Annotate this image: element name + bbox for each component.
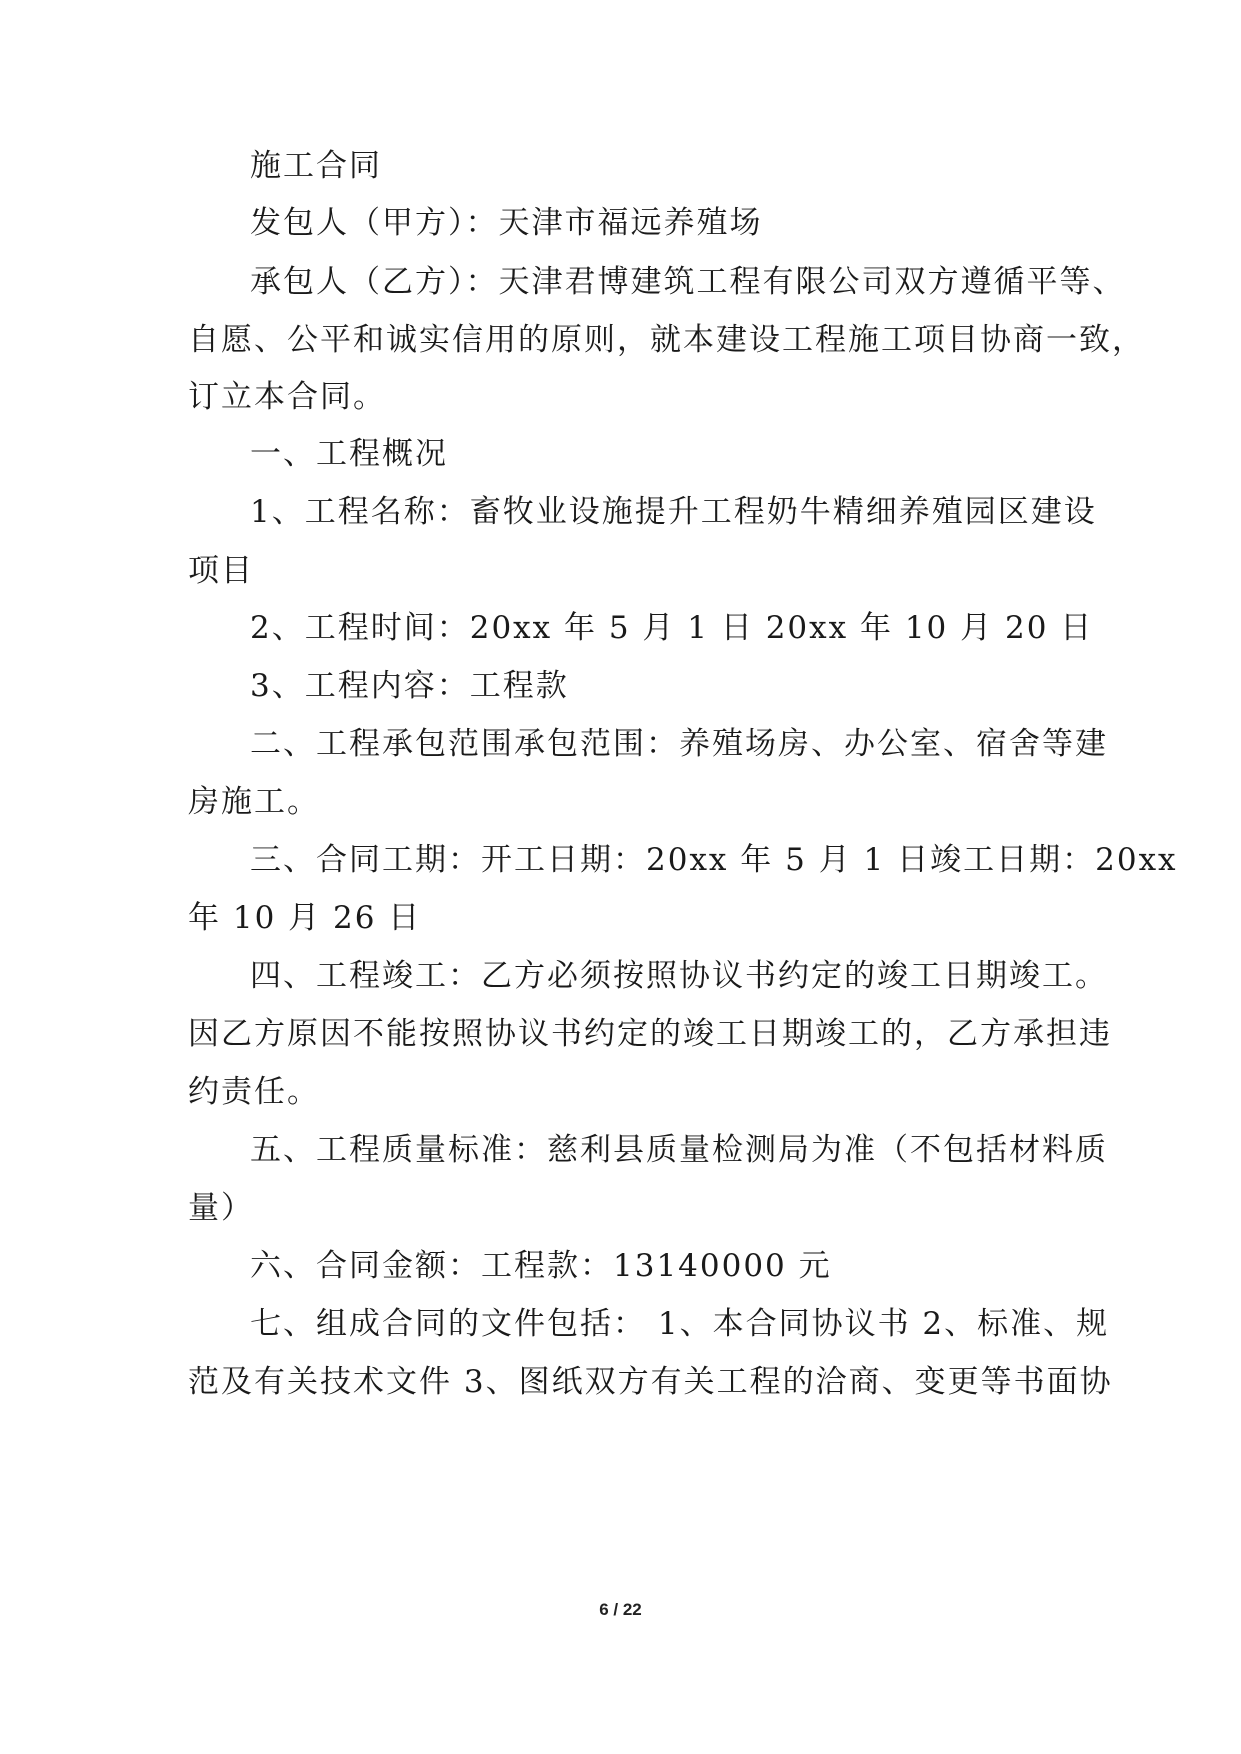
section-heading-5: 五、工程质量标准：慈利县质量检测局为准（不包括材料质 xyxy=(250,1132,1108,1168)
paragraph-line: 年 10 月 26 日 xyxy=(188,900,422,936)
section-heading-4: 四、工程竣工：乙方必须按照协议书约定的竣工日期竣工。 xyxy=(250,958,1108,994)
section-heading-2: 二、工程承包范围承包范围：养殖场房、办公室、宿舍等建 xyxy=(250,726,1108,762)
section-heading-6: 六、合同金额：工程款：13140000 元 xyxy=(250,1248,832,1284)
paragraph-line: 房施工。 xyxy=(188,784,320,820)
paragraph-line: 范及有关技术文件 3、图纸双方有关工程的洽商、变更等书面协 xyxy=(188,1364,1113,1400)
paragraph-line: 3、工程内容：工程款 xyxy=(250,668,569,704)
paragraph-line: 2、工程时间：20xx 年 5 月 1 日 20xx 年 10 月 20 日 xyxy=(250,610,1094,646)
section-heading-7: 七、组成合同的文件包括： 1、本合同协议书 2、标准、规 xyxy=(250,1306,1110,1342)
section-heading-3: 三、合同工期：开工日期：20xx 年 5 月 1 日竣工日期：20xx xyxy=(250,842,1178,878)
paragraph-line: 订立本合同。 xyxy=(188,379,386,415)
page-number: 6 / 22 xyxy=(599,1600,642,1619)
paragraph-line: 因乙方原因不能按照协议书约定的竣工日期竣工的，乙方承担违 xyxy=(188,1016,1112,1052)
party-b-line: 承包人（乙方）：天津君博建筑工程有限公司双方遵循平等、 xyxy=(250,264,1126,300)
paragraph-line: 项目 xyxy=(188,553,254,589)
paragraph-line: 1、工程名称：畜牧业设施提升工程奶牛精细养殖园区建设 xyxy=(250,494,1097,530)
section-heading-1: 一、工程概况 xyxy=(250,436,448,472)
party-a-line: 发包人（甲方）：天津市福远养殖场 xyxy=(250,205,763,241)
paragraph-line: 约责任。 xyxy=(188,1074,320,1110)
paragraph-line: 量） xyxy=(188,1190,254,1226)
contract-title: 施工合同 xyxy=(250,148,382,184)
paragraph-line: 自愿、公平和诚实信用的原则，就本建设工程施工项目协商一致， xyxy=(188,322,1145,358)
